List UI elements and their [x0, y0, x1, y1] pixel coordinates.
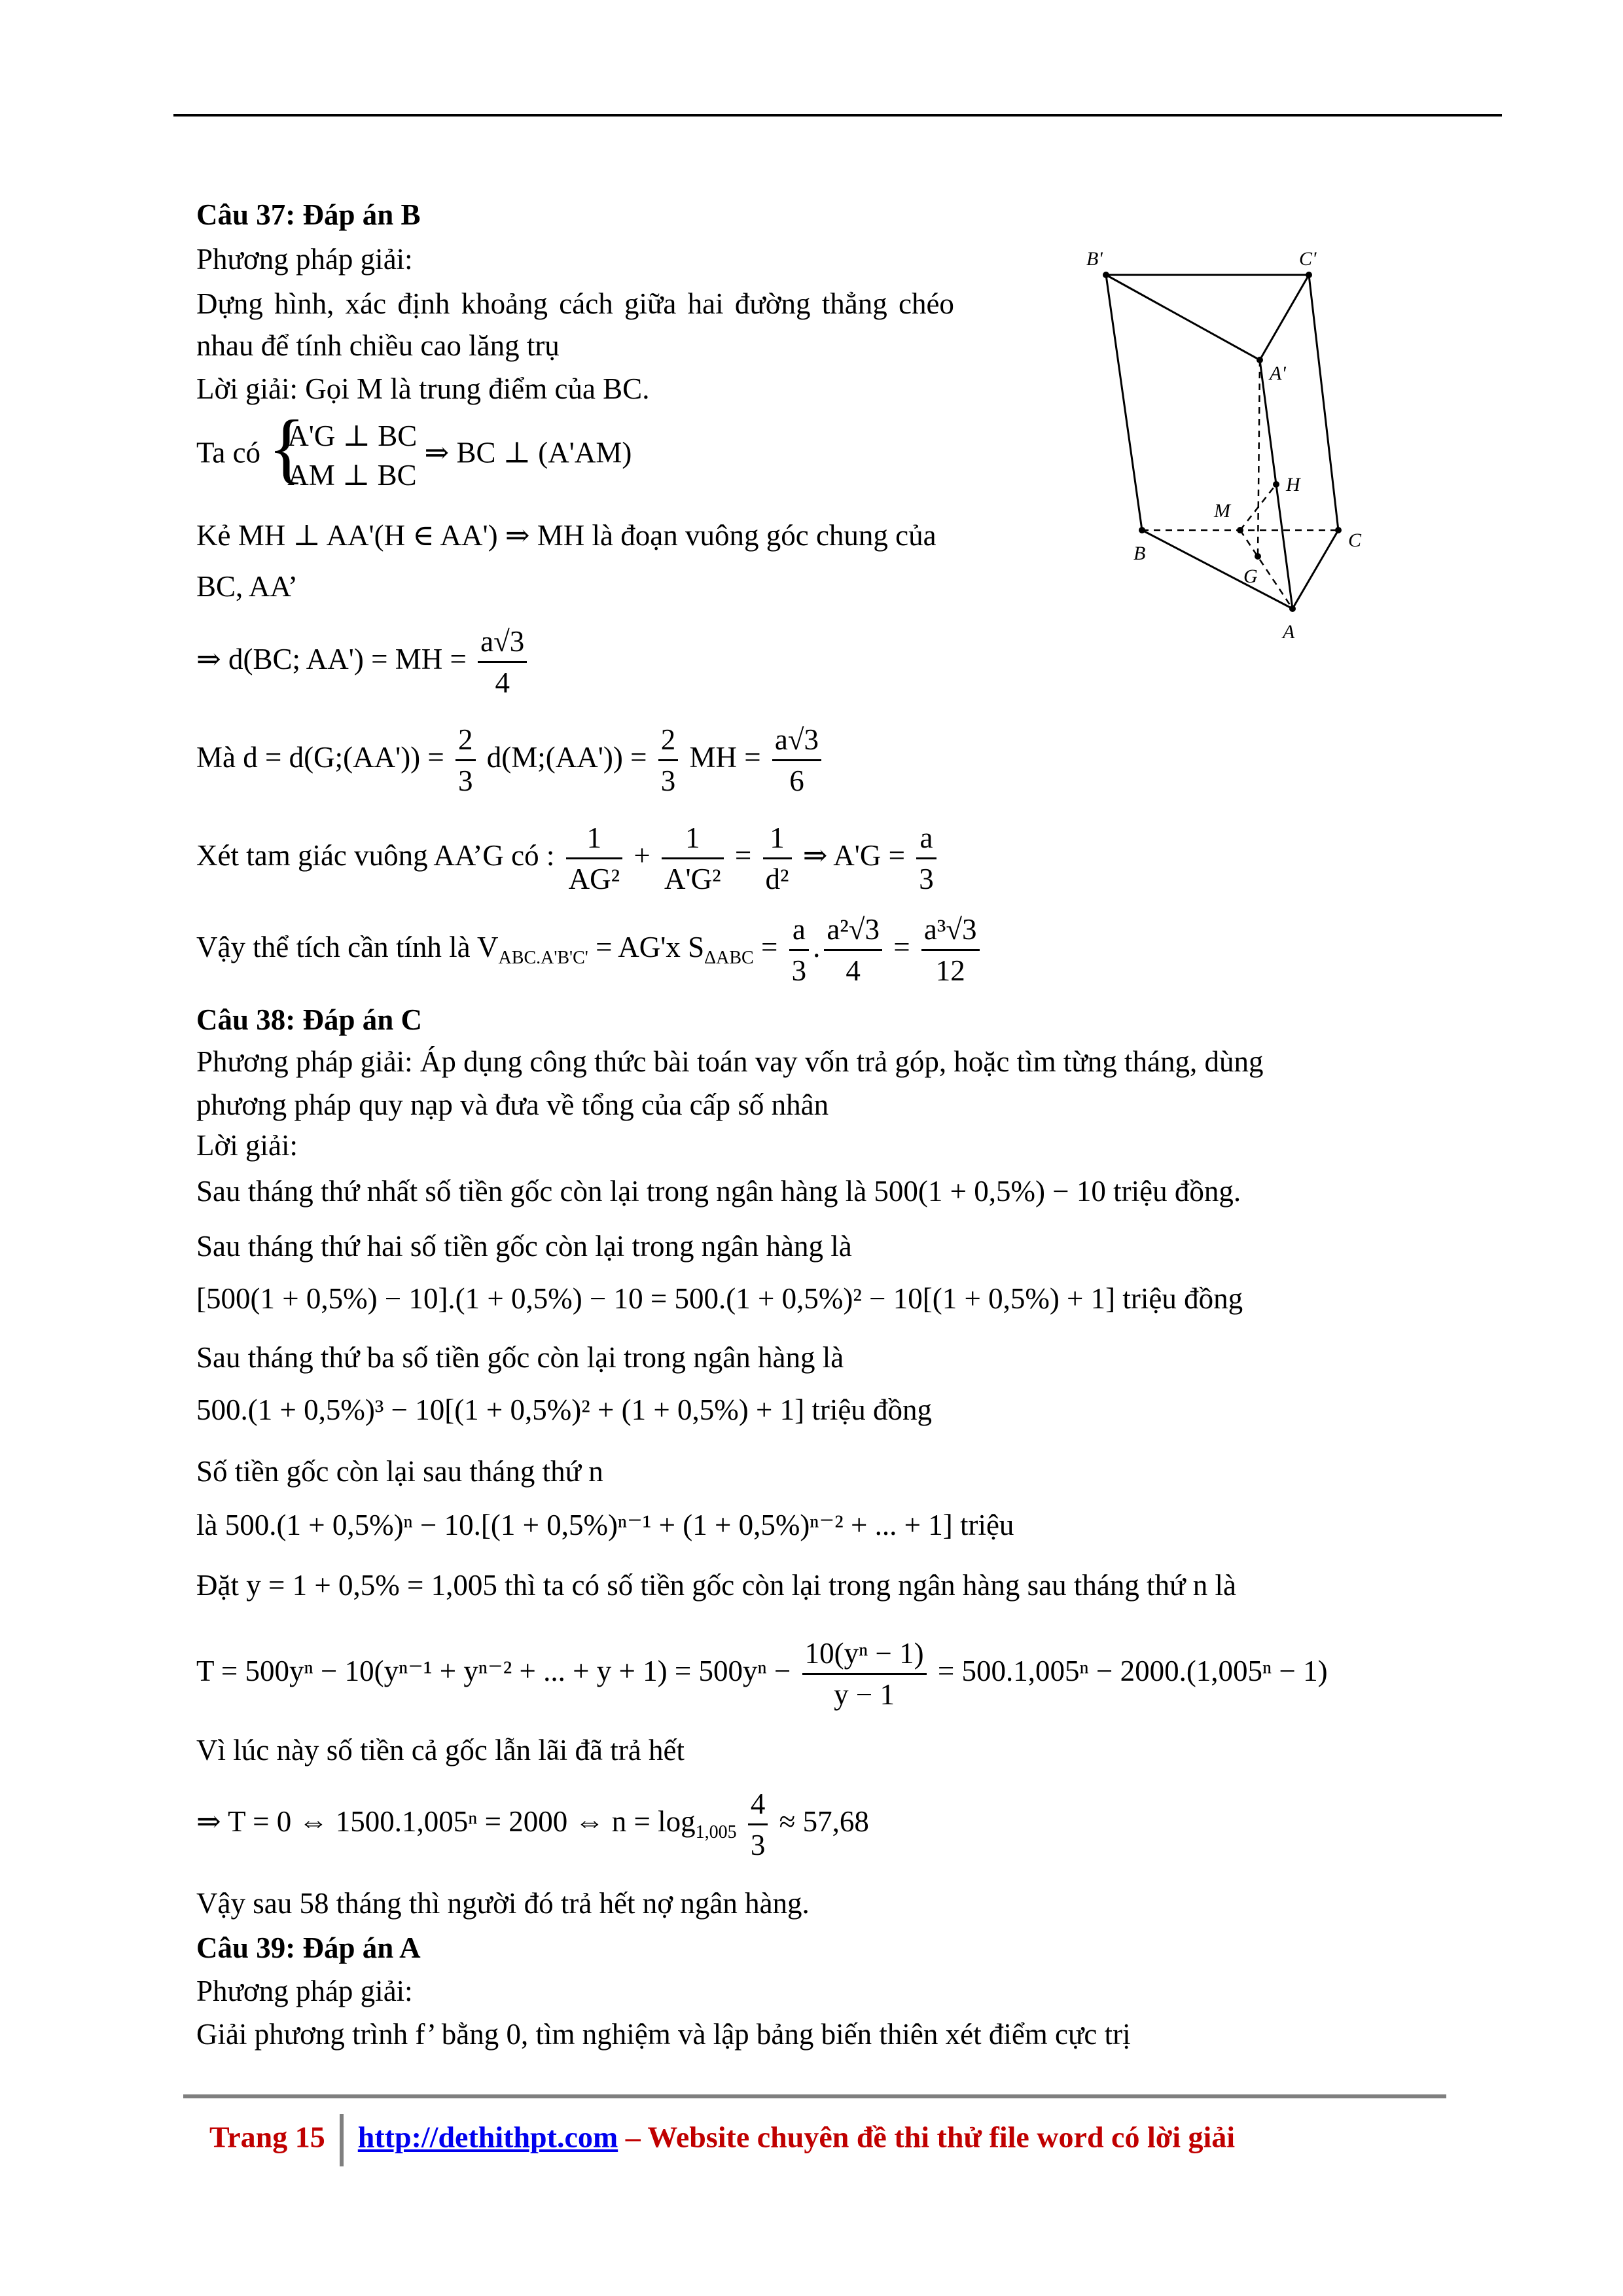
dot-sign: .: [813, 930, 821, 963]
q37-heading: Câu 37: Đáp án B: [196, 198, 421, 231]
q38-line-2: Sau tháng thứ hai số tiền gốc còn lại trong ngân hàng là: [196, 1230, 852, 1263]
frac-den: y − 1: [834, 1678, 895, 1711]
height-a1g: [1258, 360, 1260, 556]
q37-xet-frac-1: [566, 818, 623, 899]
q37-ma: [196, 720, 825, 800]
q38-method-1: Phương pháp giải: Áp dụng công thức bài toán vay vốn trả góp, hoặc tìm từng tháng, dùng: [196, 1045, 1264, 1078]
frac-den: d²: [765, 863, 789, 895]
q38-line-6: Số tiền gốc còn lại sau tháng thứ n: [196, 1455, 603, 1488]
q37-xet-result: ⇒ A'G =: [802, 838, 905, 872]
frac-num: 1: [566, 818, 623, 859]
q37-volume-frac-2: [824, 910, 882, 990]
q37-distance-left: ⇒ d(BC; AA') = MH =: [196, 642, 467, 675]
q37-ma-frac-3: [772, 720, 821, 800]
q38-line-12: Vậy sau 58 tháng thì người đó trả hết nợ ngân hàng.: [196, 1887, 810, 1920]
frac-num: 2: [658, 720, 679, 761]
q38-line-11-left: ⇒ T = 0 ⇔ 1500.1,005ⁿ = 2000 ⇔ n = log: [196, 1804, 696, 1838]
q37-distance: [196, 622, 531, 702]
q38-line-1: Sau tháng thứ nhất số tiền gốc còn lại trong ngân hàng là 500(1 + 0,5%) − 10 triệu đồng.: [196, 1175, 1241, 1208]
q37-method-1: Dựng hình, xác định khoảng cách giữa hai đường thẳng chéo: [196, 287, 954, 320]
q37-volume-left: Vậy thể tích cần tính là V: [196, 930, 499, 963]
frac-den: 6: [789, 764, 804, 797]
footer: [209, 2114, 1235, 2166]
q39-method-1: Giải phương trình f’ bằng 0, tìm nghiệm và lập bảng biến thiên xét điểm cực trị: [196, 2018, 1131, 2051]
point-h: [1273, 481, 1279, 488]
frac-den: 3: [919, 863, 934, 895]
point-m: [1237, 527, 1243, 533]
q37-system-brace: [268, 416, 417, 495]
q38-solution: Lời giải:: [196, 1129, 298, 1162]
q38-line-9-left: T = 500yⁿ − 10(yⁿ⁻¹ + yⁿ⁻² + ... + y + 1) = 500yⁿ −: [196, 1654, 791, 1687]
frac-num: 1: [763, 818, 792, 859]
q37-ma-left: Mà d = d(G;(AA')) =: [196, 740, 444, 774]
q38-line-10: Vì lúc này số tiền cả gốc lẫn lãi đã trả hết: [196, 1734, 685, 1767]
label-b1: B': [1086, 248, 1103, 270]
q37-method-label: Phương pháp giải:: [196, 243, 413, 276]
q37-bc-aa: BC, AA’: [196, 570, 298, 603]
label-b: B: [1133, 543, 1146, 564]
q38-line-4: Sau tháng thứ ba số tiền gốc còn lại trong ngân hàng là: [196, 1341, 844, 1374]
point-c: [1335, 527, 1342, 533]
point-b: [1139, 527, 1145, 533]
q38-line-8: Đặt y = 1 + 0,5% = 1,005 thì ta có số tiền gốc còn lại trong ngân hàng sau tháng thứ n là: [196, 1569, 1236, 1602]
q37-sys-2: AM ⊥ BC: [287, 459, 417, 492]
frac-num: a: [789, 910, 810, 951]
q38-line-11: [196, 1784, 869, 1865]
q37-ma-mid: d(M;(AA')) =: [486, 740, 647, 774]
edge-c1a1: [1260, 275, 1309, 360]
q37-method-2: nhau để tính chiều cao lăng trụ: [196, 329, 560, 362]
frac-num: 4: [748, 1784, 768, 1825]
q37-volume-frac-3: [921, 910, 980, 990]
q37-xet-label: Xét tam giác vuông AA’G có :: [196, 838, 555, 872]
point-b1: [1103, 272, 1109, 278]
q37-xet-frac-3: [763, 818, 792, 899]
q37-volume-sub: ABC.A'B'C': [498, 947, 588, 968]
q37-sys-1: { A'G ⊥ BC: [287, 420, 418, 452]
frac-den: 12: [935, 954, 965, 987]
q37-system: [196, 416, 632, 495]
prism-figure: [1086, 242, 1400, 661]
point-c1: [1306, 272, 1312, 278]
frac-num: a²√3: [824, 910, 882, 951]
frac-num: 10(yⁿ − 1): [802, 1634, 927, 1675]
q37-sys-result: ⇒ BC ⊥ (A'AM): [424, 436, 632, 469]
edge-ca: [1293, 530, 1338, 609]
footer-rule: [183, 2094, 1446, 2098]
equals-sign: =: [734, 838, 752, 872]
point-a1: [1257, 357, 1263, 363]
q38-line-11-right: ≈ 57,68: [779, 1804, 869, 1838]
frac-num: a√3: [772, 720, 821, 761]
edge-b1b: [1106, 275, 1142, 530]
frac-num: 2: [455, 720, 476, 761]
footer-slogan: – Website chuyên đề thi thử file word có lời giải: [618, 2120, 1236, 2154]
plus-sign: +: [633, 838, 651, 872]
q39-method-label: Phương pháp giải:: [196, 1975, 413, 2007]
label-g: G: [1243, 565, 1258, 587]
q38-heading: Câu 38: Đáp án C: [196, 1003, 423, 1036]
frac-num: a³√3: [921, 910, 980, 951]
q37-xet-frac-2: [662, 818, 724, 899]
q39-heading: Câu 39: Đáp án A: [196, 1931, 421, 1964]
frac-den: 3: [660, 764, 676, 797]
q37-volume-frac-1: [789, 910, 810, 990]
frac-den: 4: [495, 666, 510, 699]
q37-volume: [196, 910, 984, 990]
frac-den: A'G²: [664, 863, 721, 895]
edge-ba: [1142, 530, 1293, 609]
q37-ma-mid2: MH =: [689, 740, 761, 774]
q37-ma-frac-1: [455, 720, 476, 800]
frac-den: 3: [750, 1829, 766, 1861]
label-a1: A': [1270, 363, 1286, 384]
q38-line-9-frac: [802, 1634, 927, 1714]
frac-den: 3: [458, 764, 473, 797]
frac-num: a√3: [478, 622, 527, 663]
label-m: M: [1214, 500, 1230, 522]
q38-method-2: phương pháp quy nạp và đưa về tổng của cấp số nhân: [196, 1088, 829, 1121]
q38-line-3: [500(1 + 0,5%) − 10].(1 + 0,5%) − 10 = 500.(1 + 0,5%)² − 10[(1 + 0,5%) + 1] triệu đồng: [196, 1282, 1243, 1315]
q37-xet: [196, 818, 940, 899]
equals-sign: =: [893, 930, 910, 963]
q37-distance-frac: [478, 622, 527, 702]
q38-line-11-frac: [748, 1784, 768, 1865]
edge-c1c: [1309, 275, 1338, 530]
frac-den: AG²: [568, 863, 620, 895]
q38-line-5: 500.(1 + 0,5%)³ − 10[(1 + 0,5%)² + (1 + 0,5%) + 1] triệu đồng: [196, 1393, 933, 1426]
frac-den: 3: [791, 954, 807, 987]
q37-volume-mid: = AG'x S: [596, 930, 705, 963]
label-c1: C': [1299, 248, 1317, 270]
q37-xet-frac-4: [916, 818, 936, 899]
q38-line-7: là 500.(1 + 0,5%)ⁿ − 10.[(1 + 0,5%)ⁿ⁻¹ + (1 + 0,5%)ⁿ⁻² + ... + 1] triệu: [196, 1509, 1014, 1541]
label-h: H: [1286, 474, 1300, 495]
label-a: A: [1283, 621, 1295, 643]
q37-solution-1: Lời giải: Gọi M là trung điểm của BC.: [196, 372, 650, 405]
frac-num: 1: [662, 818, 724, 859]
edge-b1a1: [1106, 275, 1260, 360]
top-rule: [173, 114, 1502, 117]
label-c: C: [1348, 529, 1362, 551]
footer-page-number: Trang 15: [209, 2120, 325, 2154]
footer-link[interactable]: http://dethithpt.com: [357, 2120, 618, 2154]
q38-log-base: 1,005: [695, 1821, 737, 1842]
q38-line-9: [196, 1634, 1328, 1714]
q38-line-9-right: = 500.1,005ⁿ − 2000.(1,005ⁿ − 1): [937, 1654, 1328, 1687]
frac-den: 4: [846, 954, 861, 987]
q37-taco: Ta có: [196, 436, 261, 469]
equals-sign: =: [760, 930, 778, 963]
q37-ke: Kẻ MH ⊥ AA'(H ∈ AA') ⇒ MH là đoạn vuông góc chung của: [196, 519, 936, 552]
point-a: [1289, 605, 1296, 612]
q37-volume-sub2: ΔABC: [704, 947, 754, 968]
q37-ma-frac-2: [658, 720, 679, 800]
point-g: [1255, 553, 1261, 560]
footer-divider: [340, 2114, 344, 2166]
frac-num: a: [916, 818, 936, 859]
